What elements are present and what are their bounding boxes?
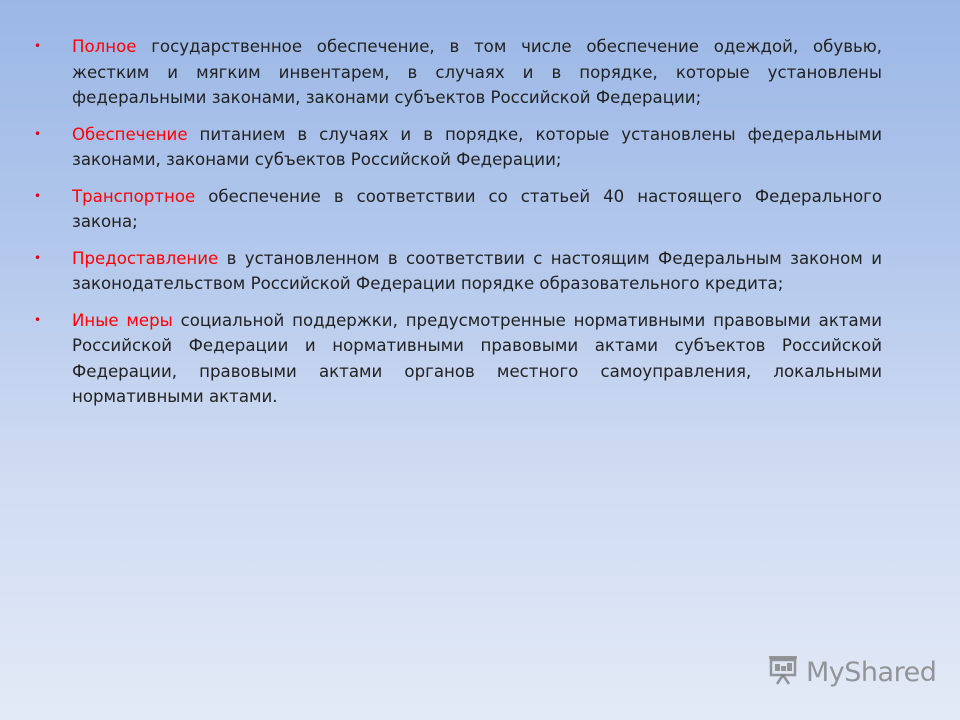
list-item	[34, 246, 882, 297]
bullet-dot-icon: •	[34, 250, 42, 265]
presentation-board-icon	[766, 653, 800, 691]
bullet-keyword: Иные меры	[72, 310, 173, 330]
watermark-logo	[766, 653, 936, 691]
bullet-dot-icon: •	[34, 188, 42, 203]
list-item	[34, 184, 882, 235]
bullet-dot-icon: •	[34, 126, 42, 141]
bullet-dot-icon: •	[34, 39, 42, 53]
bullet-text: государственное обеспечение, в том числе обеспечение одеждой, обувью, жестким и мягким инвентарем, в случаях и в порядке, которые установлены федеральными законами, законами субъектов Российской Федерации;	[72, 37, 882, 107]
bullet-keyword: Полное	[72, 37, 137, 56]
slide-content	[34, 34, 882, 421]
list-item	[34, 122, 882, 173]
bullet-text: обеспечение в соответствии со статьей 40 настоящего Федерального закона;	[72, 186, 882, 231]
bullet-dot-icon: •	[34, 312, 42, 327]
list-item	[34, 34, 882, 111]
bullet-list	[34, 34, 882, 410]
list-item	[34, 308, 882, 410]
bullet-text: питанием в случаях и в порядке, которые установлены федеральными законами, законами субъектов Российской Федерации;	[72, 124, 882, 169]
bullet-keyword: Транспортное	[72, 186, 196, 206]
bullet-keyword: Предоставление	[72, 248, 219, 268]
bullet-text: в установленном в соответствии с настоящим Федеральным законом и законодательством Российской Федерации порядке образовательного кредита;	[72, 248, 882, 293]
watermark-text: MyShared	[806, 656, 937, 688]
bullet-keyword: Обеспечение	[72, 124, 188, 144]
bullet-text: социальной поддержки, предусмотренные нормативными правовыми актами Российской Федерации и нормативными правовыми актами субъектов Российской Федерации, правовыми актами органов местного самоуправления, локальными нормативными актами.	[72, 310, 883, 406]
